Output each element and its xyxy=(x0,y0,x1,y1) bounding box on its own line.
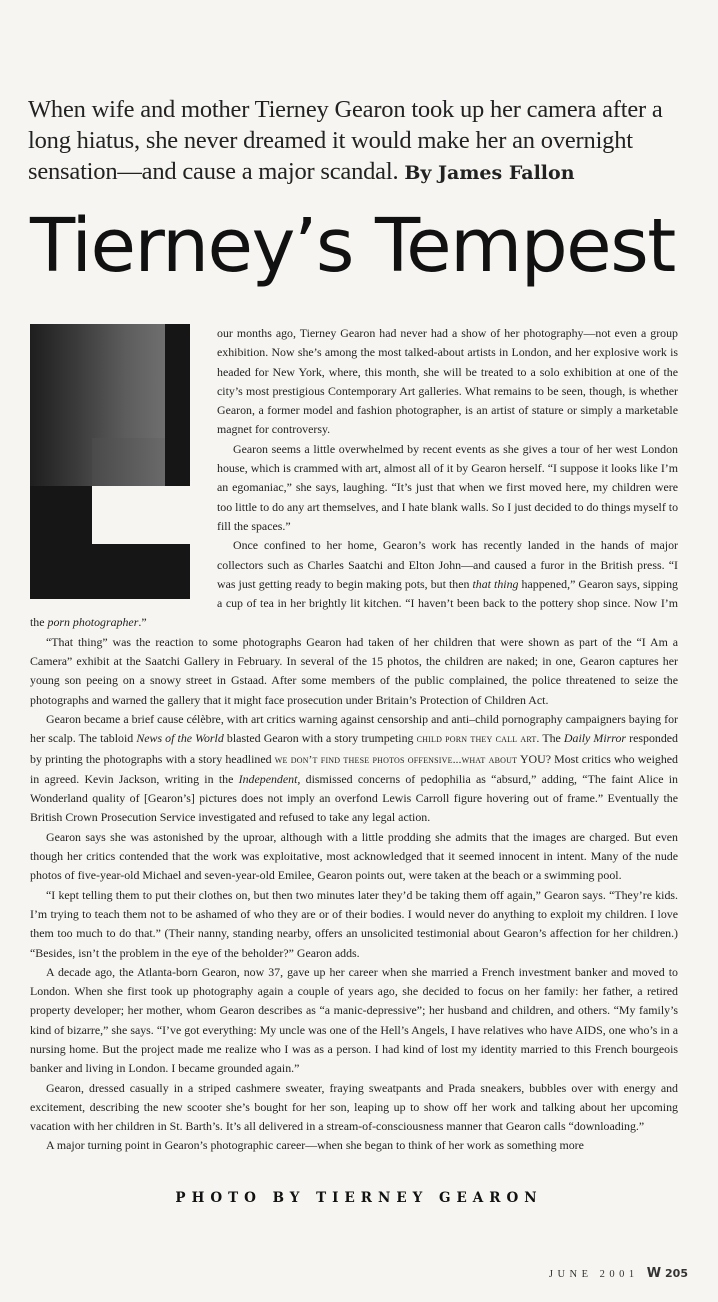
deck-text: When wife and mother Tierney Gearon took up her camera after a long hiatus, she never dreamed it would make her an overnight sensation—and cause a major scandal. xyxy=(28,96,663,185)
paragraph-6: Gearon says she was astonished by the uproar, although with a little prodding she admits that the images are charged. But even though her critics contended that the work was exploitative, most acknowledged that it seemed innocent in intent. Many of the nude photos of five-year-old Michael and seven-year-old Emilee, Gearon points out, were taken at the beach or a swimming pool. xyxy=(30,829,678,883)
paragraph-9: Gearon, dressed casually in a striped cashmere sweater, fraying sweatpants and Prada sneakers, bubbles over with energy and excitement, describing the new scooter she’s bought for her son, leaping up to show off her work and talking about her upcoming vacation with her children in St. Barth’s. It’s all delivered in a stream-of-consciousness manner that Gearon calls “downloading.” xyxy=(30,1080,678,1134)
drop-cap-space xyxy=(30,324,217,598)
photo-credit: PHOTO BY TIERNEY GEARON xyxy=(175,1190,543,1206)
paragraph-5 xyxy=(30,710,678,828)
page-number: 205 xyxy=(665,1267,688,1280)
paragraph-7: “I kept telling them to put their clothes on, but then two minutes later they’d be taking them off again,” Gearon says. “They’re kids. I’m trying to teach them not to be ashamed of who they are or of their bodies. I would never do anything to exploit my children. I love them too much to do that.” (Their nanny, standing nearby, offers an unsolicited testimonial about Gearon’s affection for her children.) “Besides, isn’t the problem in the eye of the beholder?” Gearon adds. xyxy=(30,887,678,960)
italic-run: Daily Mirror xyxy=(563,731,627,746)
article-headline: Tierney’s Tempest xyxy=(30,203,675,289)
article-deck xyxy=(28,94,668,189)
paragraph-2: Gearon seems a little overwhelmed by recent events as she gives a tour of her west London house, which is crammed with art, almost all of it by Gearon herself. “I suppose it looks like I’m an egomaniac,” she says, laughing. “It’s just that when we first moved here, my children were too little to do any art themselves, and I hate blank walls. So I just decided to do things myself to fill the spaces.” xyxy=(217,441,679,533)
text-run: dismissed concerns of pedophilia as “absurd,” adding, “The faint Alice in Wonderland quality of [Gearon’s] pictures does not imply an overfond Lewis Carroll figure hovering out of frame.” Eventually the British Crown Prosecution Service investigated and refused to take any legal action. xyxy=(30,771,679,825)
text-run: Once confined to her home, Gearon’s work has recently landed in the hands of major collectors such as Charles Saatchi and Elton John—and caused a furor in the British press. “I was just getting ready to begin making pots, but then xyxy=(217,538,678,591)
paragraph-8: A decade ago, the Atlanta-born Gearon, now 37, gave up her career when she married a French investment banker and moved to London. When she first took up photography again a couple of years ago, she decided to focus on her family: her father, a retired property developer; her mother, whom Gearon describes as “a manic-depressive”; her husband and children, and others. “My family’s kind of bizarre,” she says. “I’ve got everything: My uncle was one of the Hell’s Angels, I have relatives who have AIDS, one who’s in a nursing home. But the project made me realize who I was as a person. I had kind of lost my identity married to this French bourgeois banker and living in London. I became grounded again.” xyxy=(30,964,678,1076)
text-run: responded by printing the photographs with a story headlined xyxy=(30,731,679,766)
text-run: Gearon became a brief cause célèbre, with art critics warning against censorship and anti–child pornography campaigners baying for her scalp. The tabloid xyxy=(30,711,678,746)
small-caps-run: child porn they call art. xyxy=(416,733,540,746)
italic-run: porn photographer xyxy=(47,615,139,630)
italic-run: Independent, xyxy=(238,771,301,786)
folio-issue: JUNE 2001 xyxy=(548,1269,639,1280)
text-run: blasted Gearon with a story trumpeting xyxy=(223,731,417,746)
text-run: happened,” Gearon says, sipping a cup of tea in her brightly lit kitchen. “I haven’t been back to the pottery shop since. Now I’m the xyxy=(30,576,678,630)
article-body xyxy=(30,324,678,1156)
byline: By James Fallon xyxy=(404,162,575,184)
folio xyxy=(549,1266,688,1281)
text-run: The xyxy=(539,731,564,746)
paragraph-10: A major turning point in Gearon’s photographic career—when she began to think of her work as something more xyxy=(46,1138,584,1153)
paragraph-4: “That thing” was the reaction to some photographs Gearon had taken of her children that were shown as part of the “I Am a Camera” exhibit at the Saatchi Gallery in February. In several of the 15 photos, the children are naked; in one, Gearon captures her young son peeing on a snowy street in Gstaad. After some members of the public complained, the police threatened to seize the photographs and warned the gallery that it might face prosecution under Britain’s Protection of Children Act. xyxy=(30,634,678,707)
text-run: .” xyxy=(138,615,147,630)
italic-run: News of the World xyxy=(136,731,224,746)
italic-run: that thing xyxy=(472,576,519,591)
paragraph-1: our months ago, Tierney Gearon had never had a show of her photography—not even a group exhibition. Now she’s among the most talked-about artists in London, and her explosive work is headed for New York, where, this month, she will be treated to a solo exhibition at one of the city’s most prestigious Contemporary Art galleries. What remains to be seen, though, is whether Gearon, a former model and fashion photographer, is an artist of stature or simply a marketable magnet for controversy. xyxy=(217,326,678,437)
folio-magazine: W xyxy=(646,1266,662,1281)
text-run: YOU? Most critics who weighed in agreed. Kevin Jackson, writing in the xyxy=(30,751,678,786)
small-caps-run: we don’t find these photos offensive...what about xyxy=(274,753,518,766)
